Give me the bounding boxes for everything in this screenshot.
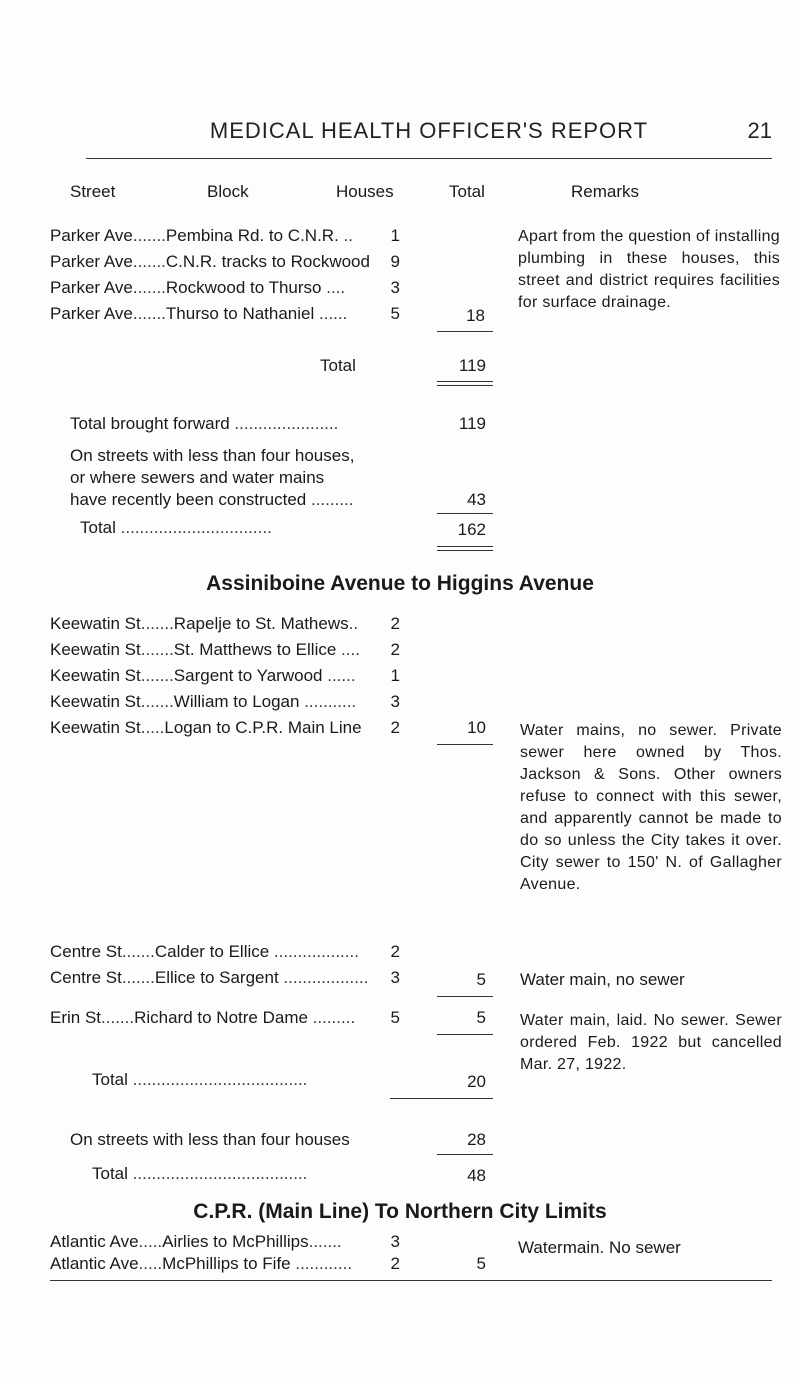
street-name: Keewatin St (50, 718, 141, 737)
houses-value: 9 (390, 252, 400, 271)
less-line-1: On streets with less than four houses, (70, 446, 355, 465)
block-name: C.N.R. tracks to Rockwood (165, 252, 370, 271)
table-row: Centre St.......Ellice to Sargent .................. (50, 968, 369, 987)
page-number: 21 (747, 118, 772, 143)
page-title: MEDICAL HEALTH OFFICER'S REPORT (209, 118, 649, 143)
street-name: Atlantic Ave (50, 1254, 139, 1273)
brought-forward-label: Total brought forward (70, 414, 230, 433)
less-four-value: 28 (467, 1130, 486, 1149)
street-name: Atlantic Ave (50, 1232, 139, 1251)
table-row: Keewatin St.......Rapelje to St. Mathews.. (50, 614, 359, 633)
table-row: Keewatin St.....Logan to C.P.R. Main Line (50, 718, 362, 737)
section-total-value: 20 (467, 1072, 486, 1091)
houses-value: 5 (390, 304, 400, 323)
houses-value: 2 (390, 942, 400, 961)
block-name: Rockwood to Thurso (165, 278, 322, 297)
atlantic-remarks: Watermain. No sewer (518, 1238, 681, 1257)
total-value: 119 (458, 356, 486, 375)
table-row: Atlantic Ave.....McPhillips to Fife ............ (50, 1254, 353, 1273)
section-total-label: Total (92, 1070, 128, 1089)
summary-total-value: 162 (457, 520, 486, 539)
street-name: Keewatin St (50, 640, 141, 659)
col-street: Street (70, 182, 116, 201)
table-row: Atlantic Ave.....Airlies to McPhillips....... (50, 1232, 342, 1251)
block-name: Pembina Rd. to C.N.R. (165, 226, 339, 245)
houses-value: 3 (390, 968, 400, 987)
street-name: Erin St (50, 1008, 102, 1027)
table-row: Centre St.......Calder to Ellice .................. (50, 942, 359, 961)
table-row: Parker Ave.......Pembina Rd. to C.N.R. .. (50, 226, 353, 245)
grand-total-value: 48 (467, 1166, 486, 1185)
parker-subtotal: 18 (466, 306, 485, 325)
street-name: Centre St (50, 942, 122, 961)
block-name: Sargent to Yarwood (173, 666, 323, 685)
street-name: Parker Ave (50, 278, 133, 297)
houses-value: 2 (390, 640, 400, 659)
block-name: Calder to Ellice (154, 942, 270, 961)
section-total-row: Total ..................................... (92, 1070, 308, 1089)
houses-value: 5 (390, 1008, 400, 1027)
less-line-3-row: have recently been constructed ......... (70, 490, 354, 509)
col-houses: Houses (336, 182, 394, 201)
grand-total-label: Total (92, 1164, 128, 1183)
street-name: Parker Ave (50, 304, 133, 323)
double-rule (437, 546, 493, 551)
less-value: 43 (467, 490, 486, 509)
table-row: Keewatin St.......William to Logan ........... (50, 692, 357, 711)
block-name: Thurso to Nathaniel (165, 304, 315, 323)
less-line-2: or where sewers and water mains (70, 468, 325, 487)
parker-remarks: Apart from the question of installing plumbing in these houses, this street and district requires facilities for surface drainage. (518, 228, 780, 311)
centre-total: 5 (476, 970, 486, 989)
table-row: Keewatin St.......Sargent to Yarwood ...... (50, 666, 356, 685)
subtotal-rule (390, 1098, 493, 1099)
subtotal-rule (437, 1154, 493, 1155)
subtotal-rule (437, 1034, 493, 1035)
street-name: Keewatin St (50, 614, 141, 633)
table-row: Erin St.......Richard to Notre Dame ......... (50, 1008, 356, 1027)
houses-value: 3 (390, 692, 400, 711)
brought-forward-value: 119 (458, 414, 486, 433)
table-row: Parker Ave.......Thurso to Nathaniel ...... (50, 304, 348, 323)
houses-value: 1 (390, 226, 400, 245)
section-title: C.P.R. (Main Line) To Northern City Limits (193, 1200, 607, 1223)
centre-remarks: Water main, no sewer (520, 970, 685, 989)
houses-value: 2 (390, 614, 400, 633)
col-block: Block (207, 182, 249, 201)
block-name: Rapelje to St. Mathews (173, 614, 349, 633)
double-rule (437, 381, 493, 386)
houses-value: 3 (390, 1232, 400, 1251)
block-name: Airlies to McPhillips (162, 1232, 309, 1251)
street-name: Parker Ave (50, 252, 133, 271)
header-rule (86, 158, 772, 159)
houses-value: 1 (390, 666, 400, 685)
block-name: William to Logan (173, 692, 300, 711)
table-row: Parker Ave.......Rockwood to Thurso .... (50, 278, 346, 297)
houses-value: 3 (390, 278, 400, 297)
erin-total: 5 (476, 1008, 486, 1027)
block-name: St. Matthews to Ellice (173, 640, 337, 659)
houses-value: 2 (390, 718, 400, 737)
street-name: Keewatin St (50, 692, 141, 711)
street-name: Keewatin St (50, 666, 141, 685)
col-total: Total (449, 182, 485, 201)
block-name: McPhillips to Fife (162, 1254, 291, 1273)
subtotal-rule (437, 996, 493, 997)
block-name: Ellice to Sargent (154, 968, 279, 987)
brought-forward-row: Total brought forward ...................... (70, 414, 339, 433)
table-row: Parker Ave.......C.N.R. tracks to Rockwood (50, 252, 370, 271)
less-line-3: have recently been constructed (70, 490, 307, 509)
table-row: Keewatin St.......St. Matthews to Ellice .... (50, 640, 360, 659)
section-title: Assiniboine Avenue to Higgins Avenue (206, 572, 594, 595)
total-label: Total (320, 356, 356, 375)
block-name: Richard to Notre Dame (134, 1008, 308, 1027)
summary-rule (437, 513, 493, 514)
footer-rule (50, 1280, 772, 1281)
summary-total-row: Total ................................ (80, 518, 272, 537)
grand-total-row: Total ..................................... (92, 1164, 308, 1183)
page-header (86, 118, 772, 148)
erin-remarks: Water main, laid. No sewer. Sewer ordered Feb. 1922 but cancelled Mar. 27, 1922. (520, 1012, 782, 1073)
street-name: Centre St (50, 968, 122, 987)
summary-total-label: Total (80, 518, 116, 537)
subtotal-rule (437, 331, 493, 332)
subtotal-rule (437, 744, 493, 745)
block-name: Logan to C.P.R. Main Line (164, 718, 362, 737)
less-four-label: On streets with less than four houses (70, 1130, 350, 1149)
atlantic-total: 5 (476, 1254, 486, 1273)
street-name: Parker Ave (50, 226, 133, 245)
col-remarks: Remarks (571, 182, 640, 201)
houses-value: 2 (390, 1254, 400, 1273)
keewatin-total: 10 (467, 718, 486, 737)
keewatin-remarks: Water mains, no sewer. Private sewer here owned by Thos. Jackson & Sons. Other owners refuse to connect with this sewer, and apparently cannot be made to do so unless the City takes it over. City sewer to 150' N. of Gallagher Avenue. (520, 722, 782, 893)
